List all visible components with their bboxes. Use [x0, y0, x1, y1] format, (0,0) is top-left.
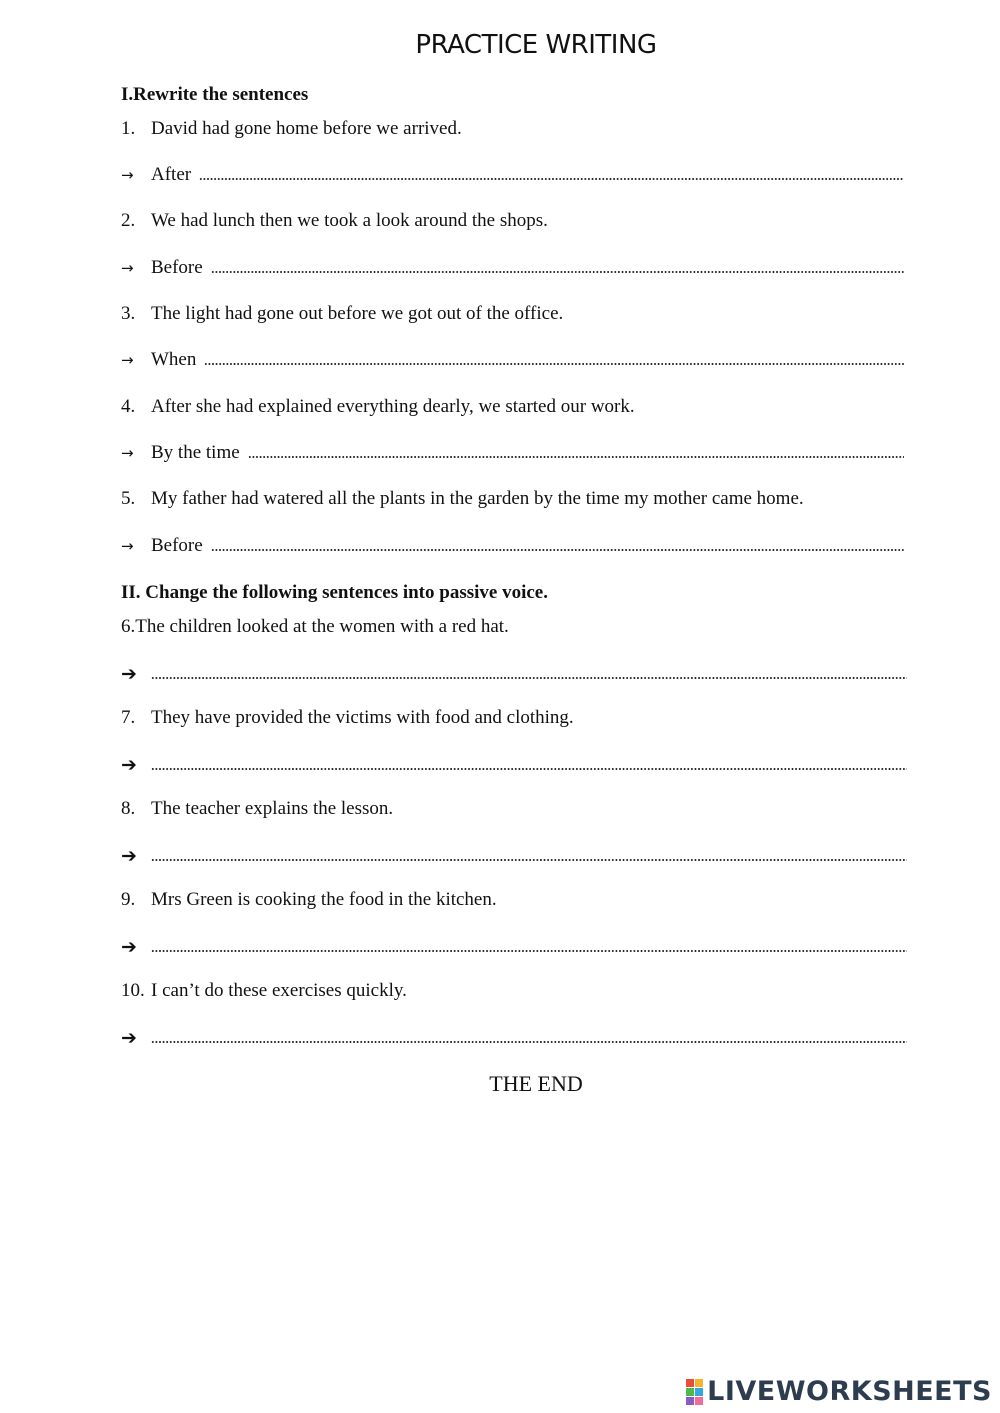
dotted-answer-field[interactable]: [151, 1040, 907, 1044]
answer-line-10[interactable]: [121, 1025, 907, 1051]
bold-arrow-icon: ➔: [121, 663, 137, 685]
logo-square: [686, 1388, 694, 1396]
answer-line-8[interactable]: [121, 843, 907, 869]
question-number: 9.: [121, 889, 136, 910]
answer-lead: By the time: [151, 442, 240, 463]
answer-lead: After: [151, 164, 192, 185]
question-number: 1.: [121, 118, 136, 139]
question-text: They have provided the victims with food and clothing.: [151, 707, 574, 728]
answer-lead: Before: [151, 257, 203, 278]
logo-square: [695, 1388, 703, 1396]
dotted-answer-field[interactable]: [248, 455, 904, 459]
question-number: 10.: [121, 980, 145, 1001]
logo-square: [686, 1379, 694, 1387]
answer-line-3[interactable]: [121, 347, 904, 373]
dotted-answer-field[interactable]: [211, 548, 904, 552]
question-text: Mrs Green is cooking the food in the kitchen.: [151, 889, 497, 910]
arrow-icon: →: [121, 351, 134, 369]
question-number: 5.: [121, 488, 136, 509]
brand-name: LIVEWORKSHEETS: [707, 1376, 992, 1407]
question-number: 7.: [121, 707, 136, 728]
question-7: [121, 705, 904, 731]
question-number: 3.: [121, 303, 136, 324]
question-text: The light had gone out before we got out of the office.: [151, 303, 564, 324]
question-5: [121, 486, 904, 512]
question-number: 2.: [121, 210, 136, 231]
question-2: [121, 208, 904, 234]
bold-arrow-icon: ➔: [121, 754, 137, 776]
liveworksheets-logo-icon: [686, 1379, 703, 1405]
question-8: [121, 796, 904, 822]
question-6: [121, 614, 904, 640]
bold-arrow-icon: ➔: [121, 936, 137, 958]
dotted-answer-field[interactable]: [151, 858, 907, 862]
section2-heading: II. Change the following sentences into passive voice.: [121, 582, 548, 603]
question-text: After she had explained everything dearly, we started our work.: [151, 396, 635, 417]
question-text: My father had watered all the plants in the garden by the time my mother came home.: [151, 488, 804, 509]
logo-square: [695, 1379, 703, 1387]
dotted-answer-field[interactable]: [151, 767, 907, 771]
answer-line-6[interactable]: [121, 661, 907, 687]
dotted-answer-field[interactable]: [151, 949, 907, 953]
bold-arrow-icon: ➔: [121, 845, 137, 867]
question-text: We had lunch then we took a look around the shops.: [151, 210, 548, 231]
page-title: PRACTICE WRITING: [415, 30, 657, 60]
dotted-answer-field[interactable]: [211, 270, 904, 274]
answer-lead: When: [151, 349, 197, 370]
arrow-icon: →: [121, 537, 134, 555]
section1-heading: I.Rewrite the sentences: [121, 84, 309, 105]
question-text: 6.The children looked at the women with a red hat.: [121, 616, 509, 637]
arrow-icon: →: [121, 259, 134, 277]
logo-square: [686, 1397, 694, 1405]
logo-square: [695, 1397, 703, 1405]
end-text: THE END: [489, 1071, 583, 1096]
answer-line-5[interactable]: [121, 533, 904, 559]
bold-arrow-icon: ➔: [121, 1027, 137, 1049]
question-9: [121, 887, 904, 913]
question-text: The teacher explains the lesson.: [151, 798, 394, 819]
answer-line-7[interactable]: [121, 752, 907, 778]
answer-line-9[interactable]: [121, 934, 907, 960]
dotted-answer-field[interactable]: [199, 177, 904, 181]
answer-line-1[interactable]: [121, 162, 904, 188]
answer-line-2[interactable]: [121, 255, 904, 281]
question-number: 8.: [121, 798, 136, 819]
answer-lead: Before: [151, 535, 203, 556]
question-text: I can’t do these exercises quickly.: [151, 980, 407, 1001]
liveworksheets-brand[interactable]: [686, 1376, 992, 1407]
arrow-icon: →: [121, 166, 134, 184]
question-1: [121, 116, 904, 142]
question-10: [121, 978, 904, 1004]
arrow-icon: →: [121, 444, 134, 462]
answer-line-4[interactable]: [121, 440, 904, 466]
dotted-answer-field[interactable]: [204, 362, 904, 366]
question-4: [121, 394, 904, 420]
dotted-answer-field[interactable]: [151, 676, 907, 680]
question-text: David had gone home before we arrived.: [151, 118, 462, 139]
question-3: [121, 301, 904, 327]
question-number: 4.: [121, 396, 136, 417]
